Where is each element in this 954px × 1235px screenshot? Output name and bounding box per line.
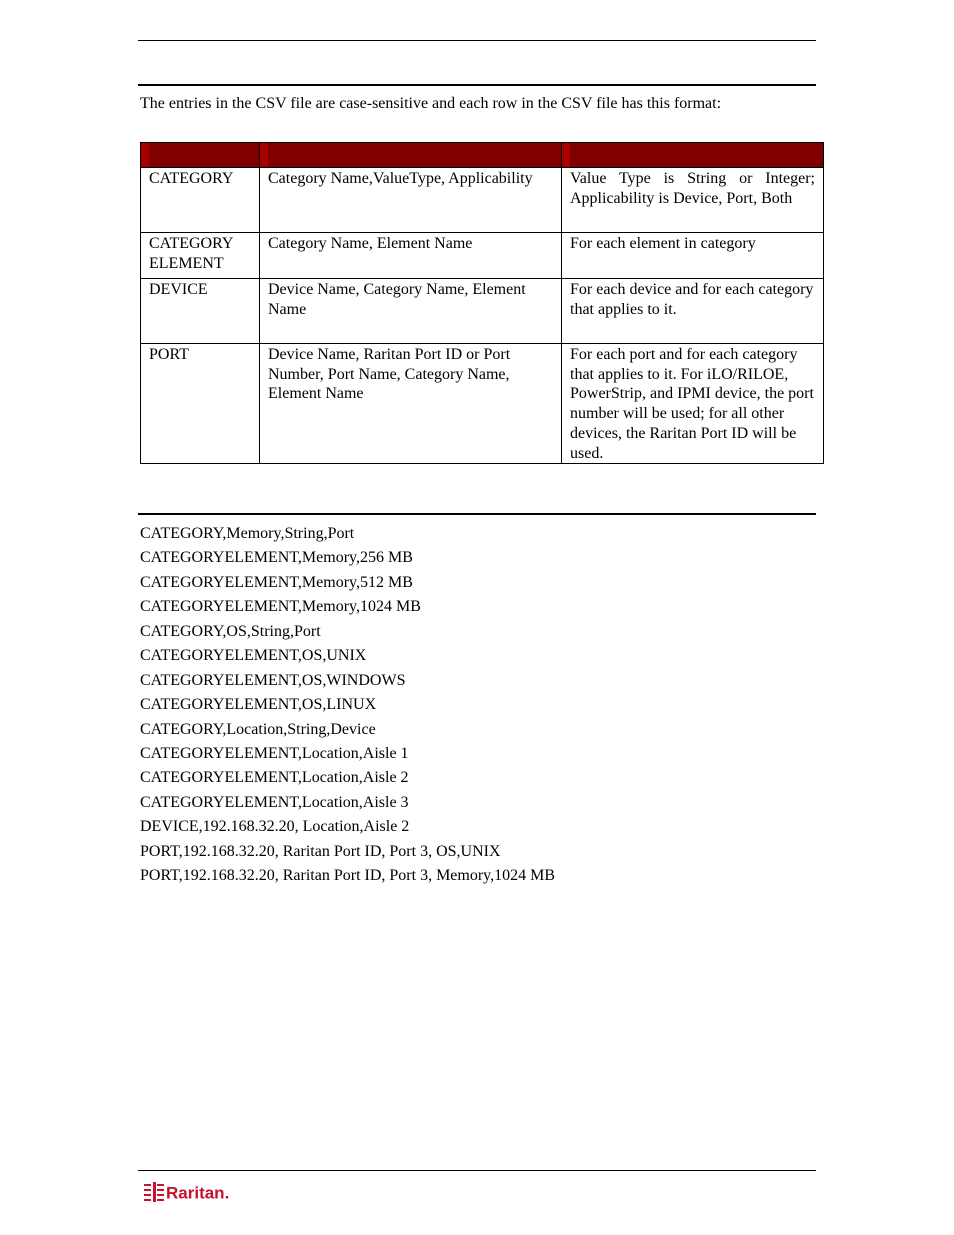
- section-rule: [138, 84, 816, 86]
- row-notes-cell: For each port and for each category that applies to it. For iLO/RILOE, PowerStrip, and IPMI device, the port number will be used; for all other devices, the Raritan Port ID will be used.: [562, 344, 824, 464]
- csv-example-line: CATEGORYELEMENT,Location,Aisle 2: [140, 769, 409, 787]
- row-notes-cell: Value Type is String or Integer; Applicability is Device, Port, Both: [562, 168, 824, 233]
- csv-example-line: CATEGORYELEMENT,Memory,1024 MB: [140, 598, 421, 616]
- raritan-logo: [144, 1180, 254, 1204]
- row-format-cell: Device Name, Category Name, Element Name: [260, 279, 562, 344]
- raritan-logo-text: Raritan.: [166, 1183, 230, 1203]
- csv-example-line: CATEGORYELEMENT,Location,Aisle 1: [140, 744, 409, 762]
- row-notes-cell: For each device and for each category that applies to it.: [562, 279, 824, 344]
- raritan-emblem-icon: [144, 1182, 164, 1202]
- row-type-cell: CATEGORY ELEMENT: [141, 233, 260, 279]
- table-header-cell: [562, 143, 824, 168]
- footer-rule: [138, 1170, 816, 1171]
- table-header-row: [141, 143, 824, 168]
- csv-example-line: CATEGORYELEMENT,OS,UNIX: [140, 647, 367, 665]
- intro-text: The entries in the CSV file are case-sensitive and each row in the CSV file has this format:: [140, 95, 722, 112]
- table-header-cell: [260, 143, 562, 168]
- row-type-cell: CATEGORY: [141, 168, 260, 233]
- csv-example-line: CATEGORY,Location,String,Device: [140, 720, 376, 738]
- table-row: [141, 168, 824, 233]
- row-format-cell: Category Name,ValueType, Applicability: [260, 168, 562, 233]
- row-format-cell: Device Name, Raritan Port ID or Port Number, Port Name, Category Name, Element Name: [260, 344, 562, 464]
- table-row: [141, 279, 824, 344]
- csv-example-list: [140, 524, 555, 891]
- csv-example-line: CATEGORYELEMENT,OS,WINDOWS: [140, 671, 406, 689]
- csv-example-line: PORT,192.168.32.20, Raritan Port ID, Port 3, Memory,1024 MB: [140, 867, 556, 885]
- row-format-cell: Category Name, Element Name: [260, 233, 562, 279]
- csv-example-line: CATEGORYELEMENT,OS,LINUX: [140, 696, 377, 714]
- table-row: [141, 344, 824, 464]
- csv-example-line: CATEGORY,OS,String,Port: [140, 622, 321, 640]
- row-notes-cell: For each element in category: [562, 233, 824, 279]
- csv-example-line: CATEGORYELEMENT,Memory,256 MB: [140, 549, 413, 567]
- section-rule: [138, 513, 816, 515]
- csv-example-line: CATEGORY,Memory,String,Port: [140, 525, 355, 542]
- row-type-cell: DEVICE: [141, 279, 260, 344]
- csv-example-line: DEVICE,192.168.32.20, Location,Aisle 2: [140, 818, 410, 836]
- csv-example-line: CATEGORYELEMENT,Memory,512 MB: [140, 573, 413, 591]
- table-row: [141, 233, 824, 279]
- row-type-cell: PORT: [141, 344, 260, 464]
- header-rule: [138, 40, 816, 41]
- table-header-cell: [141, 143, 260, 168]
- csv-example-line: CATEGORYELEMENT,Location,Aisle 3: [140, 793, 409, 811]
- csv-format-table: [140, 142, 824, 464]
- csv-example-line: PORT,192.168.32.20, Raritan Port ID, Port 3, OS,UNIX: [140, 842, 501, 860]
